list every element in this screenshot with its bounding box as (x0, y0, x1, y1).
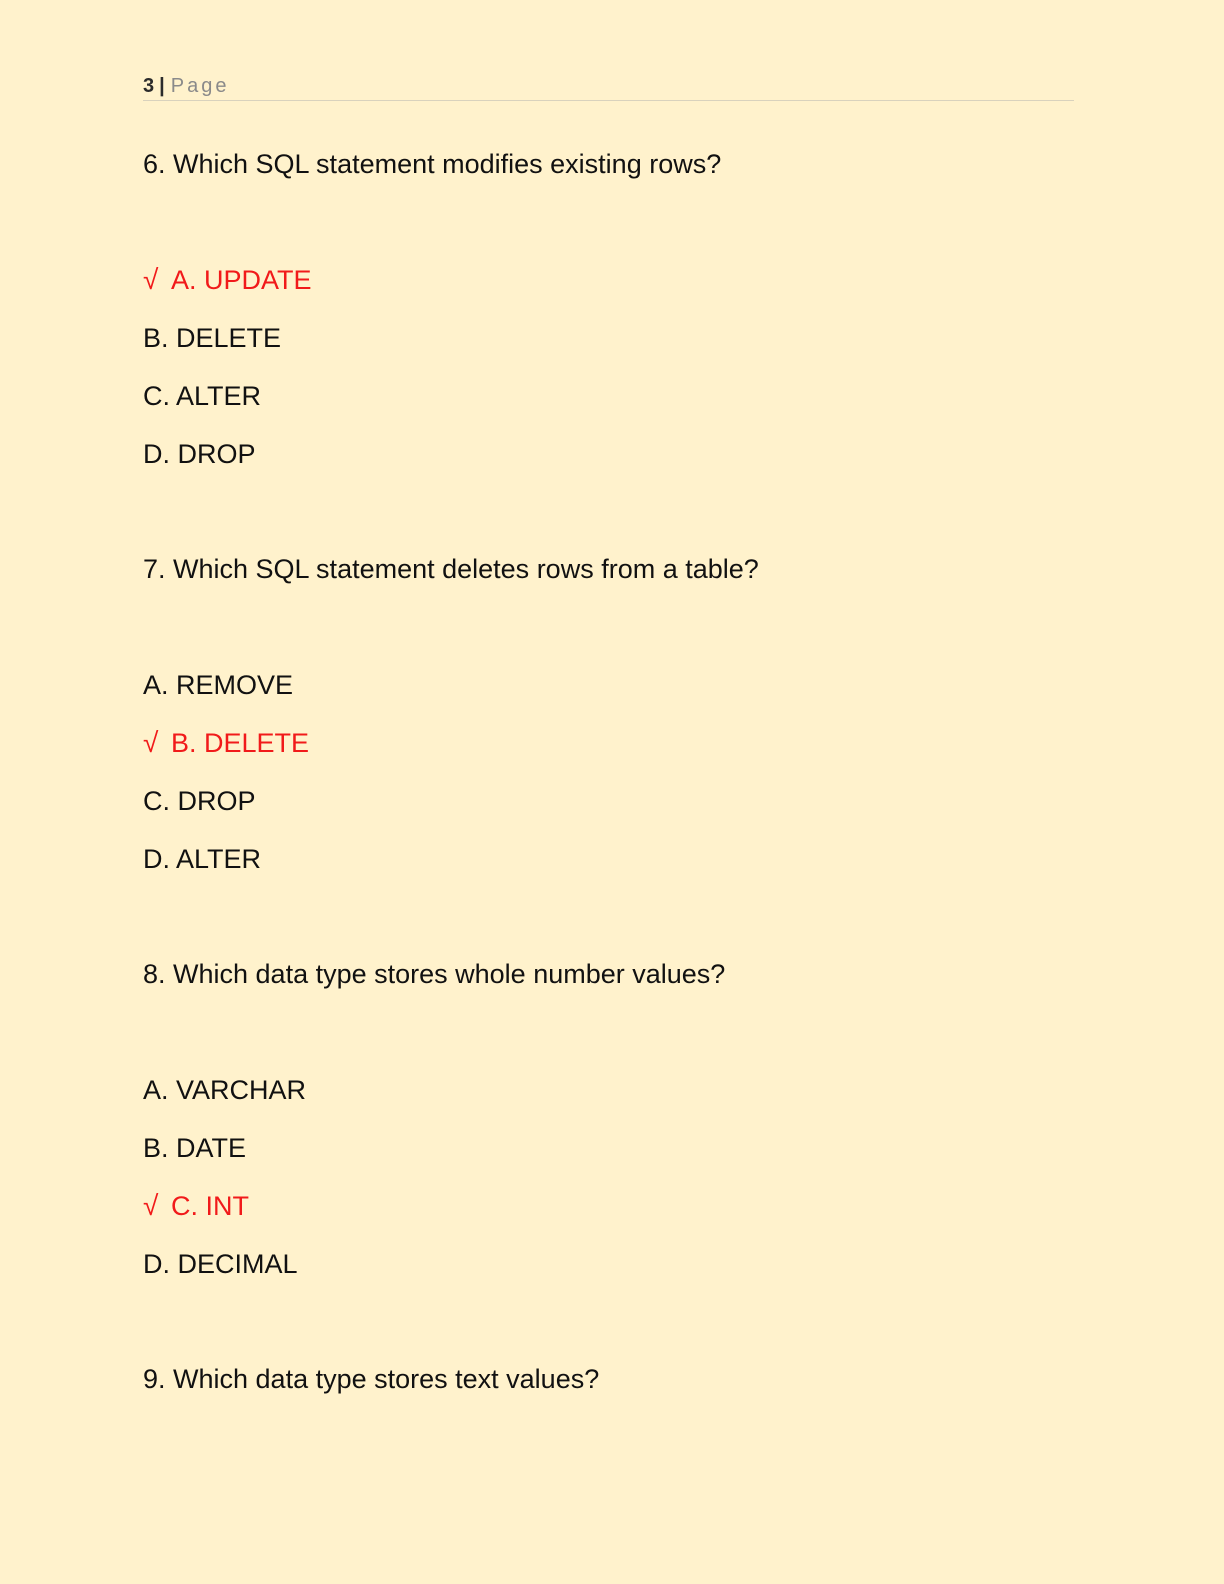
option-list (143, 667, 1074, 877)
option (143, 320, 1074, 356)
option-correct (143, 725, 1074, 761)
option (143, 783, 1074, 819)
check-mark-icon: √ (143, 727, 159, 758)
option-label: D. DROP (143, 439, 256, 469)
question-list (143, 146, 1074, 1477)
option-label: C. ALTER (143, 381, 262, 411)
question-9 (143, 1361, 1074, 1397)
question-6 (143, 146, 1074, 472)
option (143, 1072, 1074, 1108)
check-mark-icon: √ (143, 1190, 159, 1221)
option-label: A. REMOVE (143, 670, 294, 700)
option-label: D. DECIMAL (143, 1249, 298, 1279)
option (143, 667, 1074, 703)
question-text: 7. Which SQL statement deletes rows from a table? (143, 554, 759, 584)
option-correct (143, 1188, 1074, 1224)
option-label: A. UPDATE (171, 265, 312, 295)
option-label: A. VARCHAR (143, 1075, 307, 1105)
page-header (143, 72, 1074, 101)
option (143, 1246, 1074, 1282)
question-8 (143, 956, 1074, 1282)
option-correct (143, 262, 1074, 298)
page-label: Page (170, 75, 230, 97)
page-number: 3 (143, 75, 156, 97)
option (143, 436, 1074, 472)
option-label: B. DELETE (171, 728, 310, 758)
option-list (143, 262, 1074, 472)
option-label: C. INT (171, 1191, 249, 1221)
option-list (143, 1072, 1074, 1282)
option-label: C. DROP (143, 786, 256, 816)
option (143, 378, 1074, 414)
option (143, 1130, 1074, 1166)
question-text: 9. Which data type stores text values? (143, 1364, 600, 1394)
question-7 (143, 551, 1074, 877)
question-text: 6. Which SQL statement modifies existing rows? (143, 149, 722, 179)
option-label: D. ALTER (143, 844, 262, 874)
option-label: B. DATE (143, 1133, 247, 1163)
option-label: B. DELETE (143, 323, 282, 353)
question-text: 8. Which data type stores whole number values? (143, 959, 726, 989)
option (143, 841, 1074, 877)
check-mark-icon: √ (143, 264, 159, 295)
page-separator: | (159, 75, 165, 97)
